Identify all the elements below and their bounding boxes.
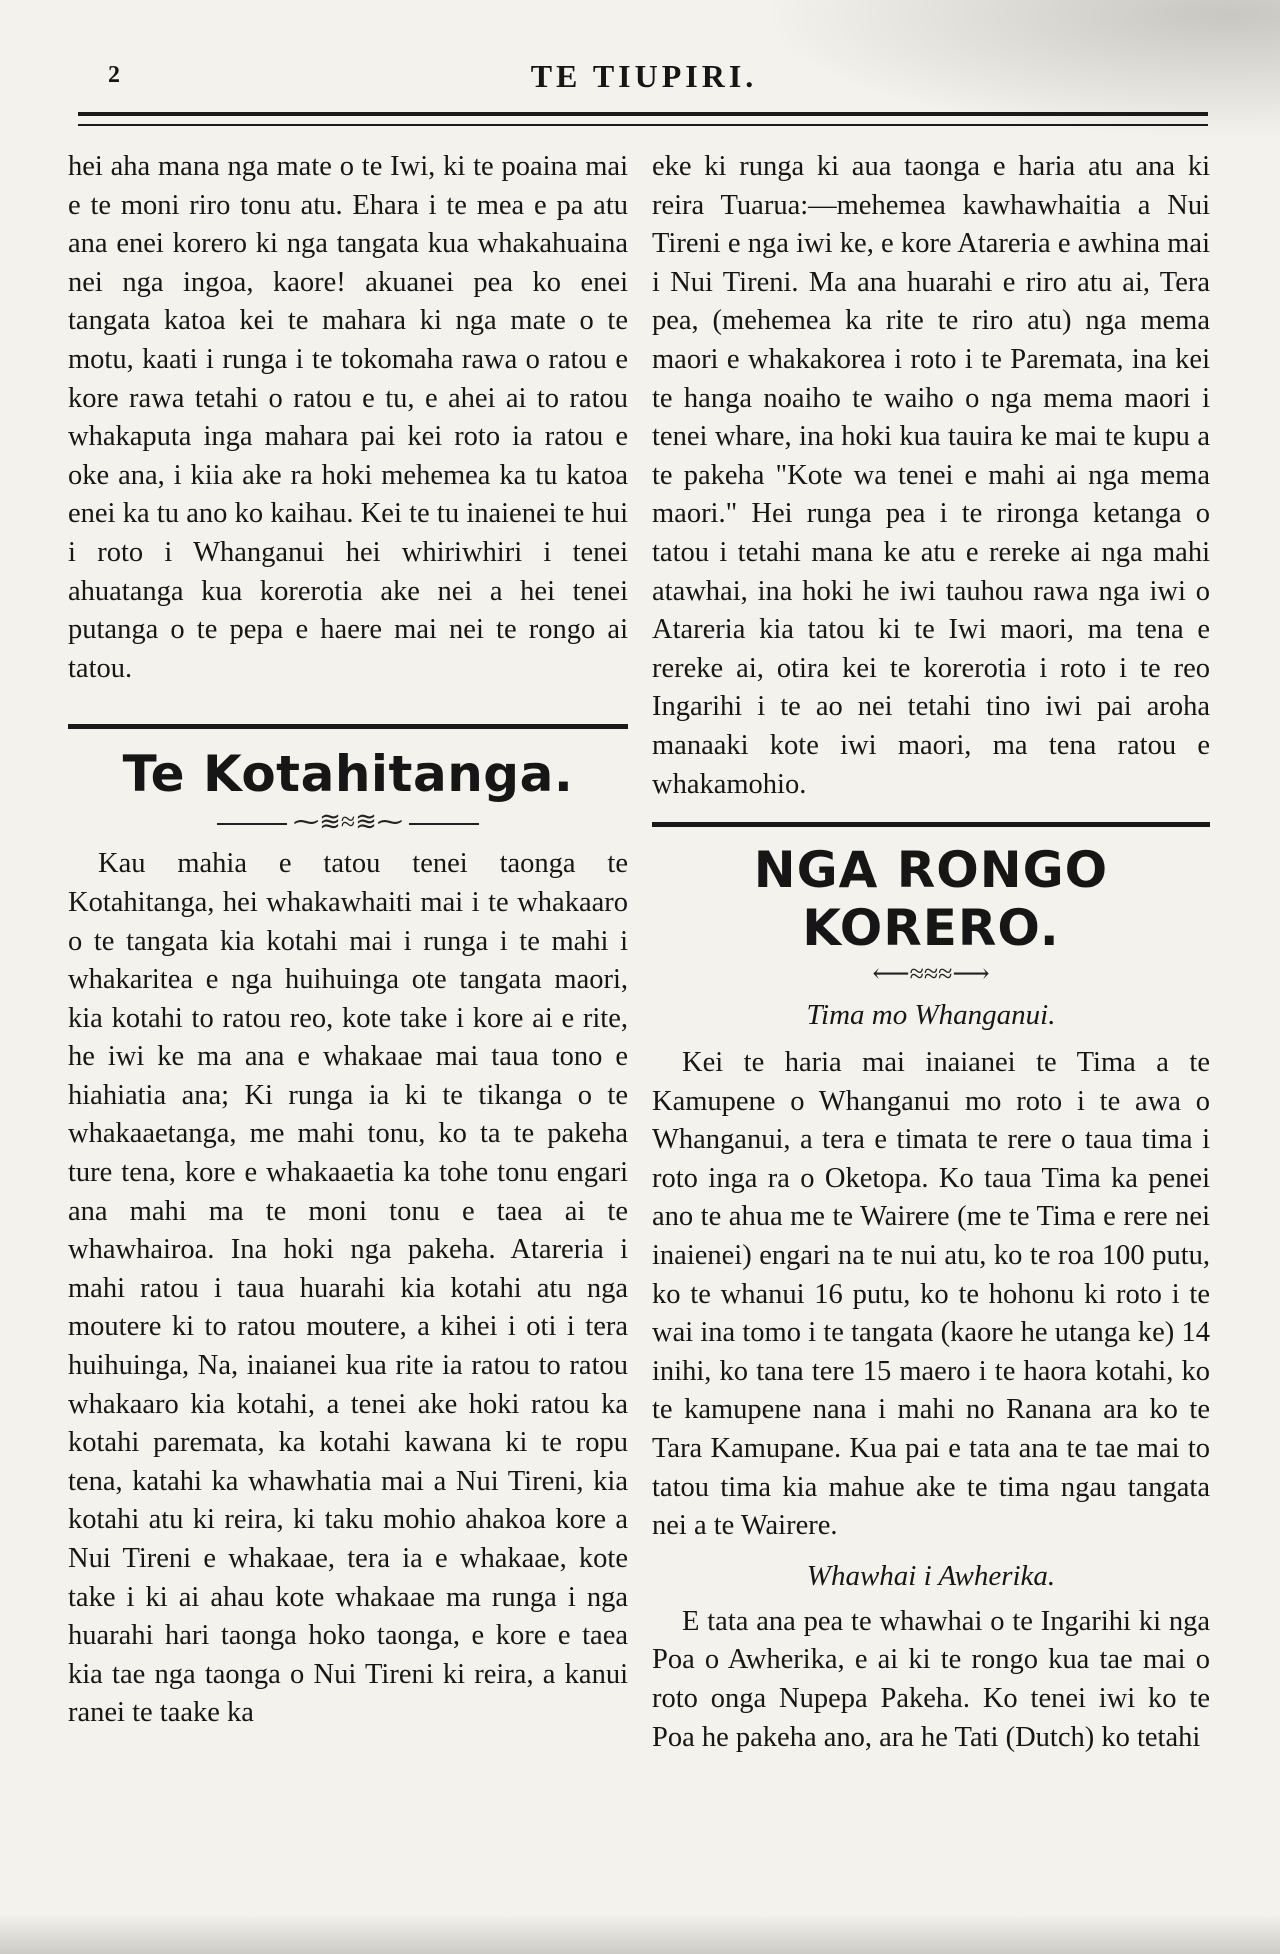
header-rule bbox=[78, 112, 1208, 126]
ornament-rule-right bbox=[409, 823, 479, 825]
right-continued-paragraph: eke ki runga ki aua taonga e haria atu ana ki reira Tuarua:—mehemea kawhawhaitia a Nui Tireni e nga iwi ke, e kore Atareria e awhina mai i Nui Tireni. Ma ana huarahi e riro atu ai, Tera pea, (mehemea ka rite te riro atu) nga mema maori e whakakorea i roto i te Paremata, ina kei te hanga noaiho te waiho o nga mema maori i tenei whare, ina hoki kua tauira ke mai te kupu a te pakeha "Kote wa tenei e mahi ai nga mema maori." Hei runga pea i te rironga ketanga o tatou i tetahi mana ke atu e rereke ai nga mahi atawhai, ina hoki he iwi tauhou rawa nga iwi o Atareria kia tatou ki te Iwi maori, ma tena e rereke ai, otira kei te korerotia i roto i te reo Ingarihi i te ao nei tetahi tino iwi pai aroha manaaki kote iwi maori, ma tena ratou e whakamohio. bbox=[652, 151, 1210, 800]
awherika-article: E tata ana pea te whawhai o te Ingarihi ki nga Poa o Awherika, e ai ki te rongo kua tae mai o roto onga Nupepa Pakeha. Ko tenei iwi ko te Poa he pakeha ano, ara he Tati (Dutch) ko tetahi bbox=[652, 1605, 1210, 1753]
subhead-awherika: Whawhai i Awherika. bbox=[806, 1559, 1056, 1592]
kotahitanga-heading: Te Kotahitanga. bbox=[122, 745, 574, 804]
ornament-glyph: ⁓≋≈≋⁓ bbox=[293, 807, 403, 837]
paper-edge-stain bbox=[0, 1914, 1280, 1954]
left-column bbox=[68, 148, 628, 1733]
ornament-divider bbox=[68, 807, 628, 837]
tima-article: Kei te haria mai inaianei te Tima a te Kamupene o Whanganui mo roto i te awa o Whanganui, a tera e timata te rere o taua tima i roto inga ra o Oketopa. Ko taua Tima ka penei ano te ahua me te Wairere (me te Tima e rere nei inaienei) engari na te nui atu, ko te roa 100 putu, ko te whanui 16 putu, ko te hohonu ki roto i te wai ina tomo i te tangata (kaore he utanga ke) 14 inihi, ko tana tere 15 maero i te haora kotahi, ko te kamupene nana i mahi no Ranana ara ko te Tara Kamupane. Kua pai e tata ana te tae mai to tatou tima kia mahue ake te tima ngau tangata nei a te Wairere. bbox=[652, 1047, 1210, 1542]
ornament-rule-left bbox=[217, 823, 287, 825]
news-ornament: ⟵≈≈≈⟶ bbox=[872, 959, 990, 989]
newspaper-title: TE TIUPIRI. bbox=[530, 58, 758, 94]
subhead-tima: Tima mo Whanganui. bbox=[806, 999, 1056, 1032]
kotahitanga-article: Kau mahia e tatou tenei taonga te Kotahitanga, hei whakawhaiti mai i te whakaaro o te tangata kia kotahi mai i runga i te mahi i whakaritea e nga huihuinga ote tangata maori, kia kotahi to ratou reo, kote take i kore ai e rite, he iwi ke ma ana e whakaae mai taua tono e hiahiatia ana; Ki runga ia ki te tikanga o te whakaaetanga, me mahi tonu, ko ta te pakeha ture tena, kore e whakaaetia ka tohe tonu engari ana mahi ma te moni tonu e taea ai te whawhairoa. Ina hoki nga pakeha. Atareria i mahi ratou i taua huarahi kia kotahi atu nga moutere ki to ratou moutere, a kihei i oti i tera huihuinga, Na, inaianei kua rite ia ratou to ratou whakaaro kia kotahi, a tenei ake hoki ratou ka kotahi paremata, ka kotahi kawana ki te ropu tena, katahi ka whawhatia mai a Nui Tireni, kia kotahi atu ki reira, ki taku mohio ahakoa kore a Nui Tireni e whakaae, tera ia e whakaae, kote take i ki ai ahau kote whakaae ma runga i nga huarahi hari taonga hoko taonga, e kore e taea kia tae nga taonga o Nui Tireni ki reira, a kanui ranei te taake ka bbox=[68, 848, 628, 1729]
running-head bbox=[78, 52, 1210, 96]
page-number: 2 bbox=[108, 62, 120, 88]
news-heading: NGA RONGO KORERO. bbox=[753, 841, 1109, 958]
left-continued-paragraph: hei aha mana nga mate o te Iwi, ki te poaina mai e te moni riro tonu atu. Ehara i te mea e pa atu ana enei korero ki nga tangata kua whakahuaina nei nga ingoa, kaore! akuanei pea ko enei tangata katoa kei te mahara ki nga mate o te motu, kaati i runga i te tokomaha rawa o ratou e kore rawa tetahi o ratou e tu, e ahei ai to ratou whakaputa inga mahara pai kei roto ia ratou e oke ana, i kiia ake ra hoki mehemea ka tu katoa enei ka tu ano ko kaihau. Kei te tu inaienei te hui i roto i Whanganui hei whiriwhiri i tenei ahuatanga kua korerotia ake nei a hei tenei putanga o te pepa e haere mai nei te rongo ai tatou. bbox=[68, 151, 628, 684]
right-column bbox=[652, 148, 1210, 1757]
